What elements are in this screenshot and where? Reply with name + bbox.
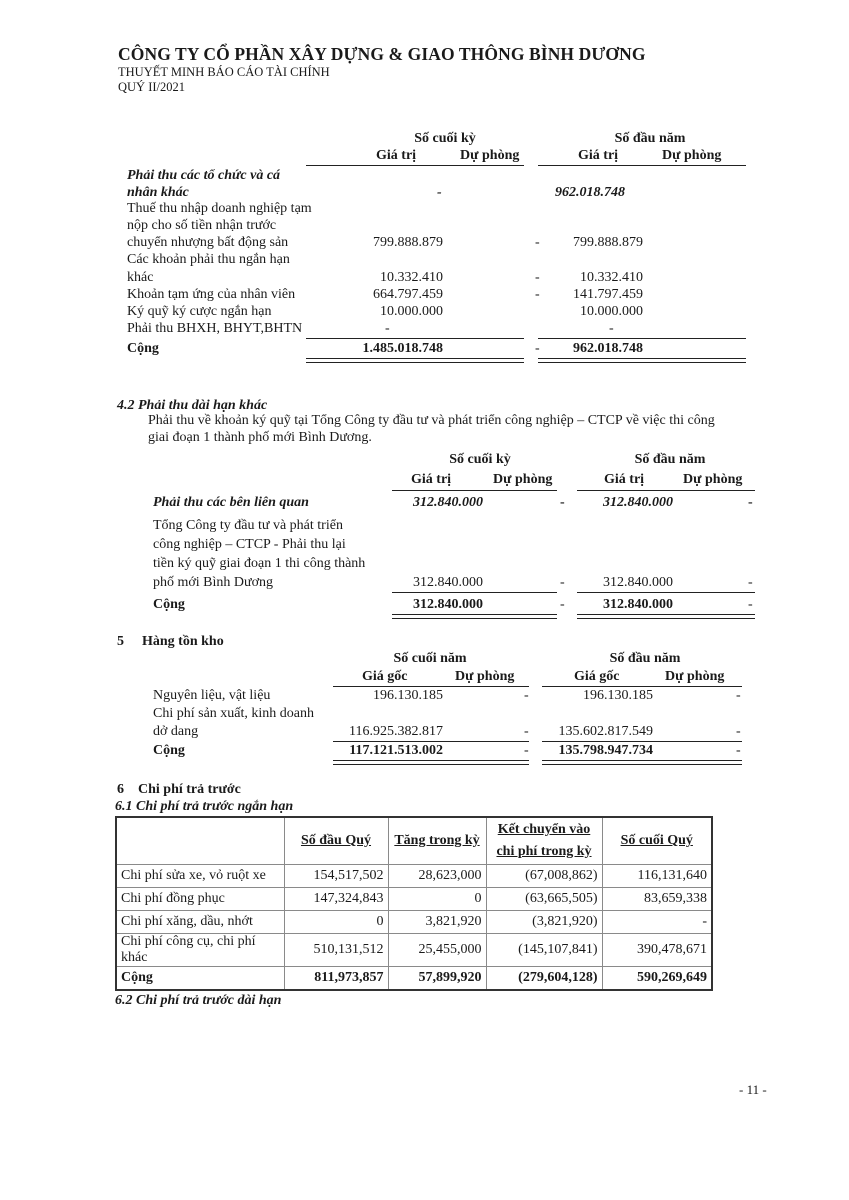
row-label: Chi phí xăng, dầu, nhớt (116, 911, 284, 934)
section-title: 4.2 Phải thu dài hạn khác (117, 398, 268, 413)
header-cell: Tăng trong kỳ (388, 817, 486, 865)
group-title-cont: nhân khác (127, 185, 189, 200)
cell-opening: 154,517,502 (284, 865, 388, 888)
subsection-title: 6.2 Chi phí trả trước dài hạn (115, 993, 282, 1008)
row-start-value: 141.797.459 (573, 287, 643, 302)
total-transfer: (279,604,128) (486, 967, 602, 991)
row-start-value: 10.000.000 (580, 304, 643, 319)
group-start-value: 962.018.748 (555, 185, 625, 200)
cell-closing: 116,131,640 (602, 865, 712, 888)
report-title: THUYẾT MINH BÁO CÁO TÀI CHÍNH (118, 65, 330, 79)
row-label: Chi phí sửa xe, vỏ ruột xe (116, 865, 284, 888)
row-end-value: 799.888.879 (373, 235, 443, 250)
company-name: CÔNG TY CỔ PHẦN XÂY DỰNG & GIAO THÔNG BÌNH DƯƠNG (118, 44, 646, 64)
cell-increase: 3,821,920 (388, 911, 486, 934)
row-start-value: 312.840.000 (603, 575, 673, 590)
row-label: Tổng Công ty đầu tư và phát triển (153, 518, 343, 533)
table-row (116, 865, 712, 888)
row-end-provision: - (535, 287, 540, 302)
col-end-provision: Dự phòng (460, 148, 520, 163)
total-end-provision: - (560, 597, 565, 612)
row-label: công nghiệp – CTCP - Phải thu lại (153, 537, 346, 552)
group-end-provision: - (560, 495, 565, 510)
cell-closing: - (602, 911, 712, 934)
row-end-value: 196.130.185 (373, 688, 443, 703)
col-end-provision: Dự phòng (455, 669, 515, 684)
col-start-value: Giá trị (604, 472, 645, 487)
section-number: 5 (117, 634, 124, 649)
table-header-row (116, 817, 712, 865)
row-label: chuyển nhượng bất động sản (127, 235, 289, 250)
col-group-end: Số cuối kỳ (414, 131, 476, 146)
cell-increase: 0 (388, 888, 486, 911)
header-cell-empty (116, 817, 284, 865)
page-number: - 11 - (739, 1082, 767, 1097)
col-end-value: Giá trị (411, 472, 452, 487)
row-end-value: - (385, 321, 390, 336)
subsection-title: 6.1 Chi phí trả trước ngắn hạn (115, 799, 294, 814)
cell-increase: 25,455,000 (388, 934, 486, 967)
row-label: Thuế thu nhập doanh nghiệp tạm (127, 201, 312, 216)
row-label: khác (127, 270, 154, 285)
row-start-value: 196.130.185 (583, 688, 653, 703)
row-end-provision: - (524, 688, 529, 703)
section-description: Phải thu về khoản ký quỹ tại Tổng Công ty đầu tư và phát triển công nghiệp – CTCP về việc thi công (148, 413, 715, 428)
col-end-value: Giá trị (376, 148, 417, 163)
row-start-provision: - (736, 724, 741, 739)
col-start-value: Giá trị (578, 148, 619, 163)
row-end-value: 116.925.382.817 (349, 724, 443, 739)
cell-opening: 0 (284, 911, 388, 934)
row-start-provision: - (748, 575, 753, 590)
row-label: Nguyên liệu, vật liệu (153, 688, 271, 703)
col-start-provision: Dự phòng (662, 148, 722, 163)
col-group-start: Số đầu năm (614, 131, 686, 146)
row-end-provision: - (535, 235, 540, 250)
group-title: Phải thu các bên liên quan (153, 495, 309, 510)
cell-transfer: (63,665,505) (486, 888, 602, 911)
col-group-start: Số đầu năm (634, 452, 706, 467)
prepaid-short-term-table (115, 816, 713, 991)
col-group-end: Số cuối kỳ (449, 452, 511, 467)
row-label: Chi phí sản xuất, kinh doanh (153, 706, 314, 721)
total-start-value: 312.840.000 (603, 597, 673, 612)
cell-transfer: (145,107,841) (486, 934, 602, 967)
row-start-value: 799.888.879 (573, 235, 643, 250)
row-end-value: 312.840.000 (413, 575, 483, 590)
group-end-value: 312.840.000 (413, 495, 483, 510)
total-start-provision: - (748, 597, 753, 612)
row-start-value: 10.332.410 (580, 270, 643, 285)
section-title: Hàng tồn kho (142, 634, 224, 649)
row-end-value: 10.000.000 (380, 304, 443, 319)
row-start-value: 135.602.817.549 (558, 724, 653, 739)
cell-closing: 83,659,338 (602, 888, 712, 911)
table-total-row (116, 967, 712, 991)
total-increase: 57,899,920 (388, 967, 486, 991)
total-end-value: 117.121.513.002 (349, 743, 443, 758)
col-end-cost: Giá gốc (362, 669, 408, 684)
group-end-value: - (437, 185, 442, 200)
row-label: tiền ký quỹ giai đoạn 1 thi công thành (153, 556, 366, 571)
total-start-value: 962.018.748 (573, 341, 643, 356)
row-label: dở dang (153, 724, 199, 739)
row-end-provision: - (560, 575, 565, 590)
row-end-value: 10.332.410 (380, 270, 443, 285)
row-label: phố mới Bình Dương (153, 575, 274, 590)
row-end-value: 664.797.459 (373, 287, 443, 302)
cell-closing: 390,478,671 (602, 934, 712, 967)
header-cell: Số cuối Quý (602, 817, 712, 865)
total-end-provision: - (535, 341, 540, 356)
col-start-provision: Dự phòng (665, 669, 725, 684)
row-label: Phải thu BHXH, BHYT,BHTN (127, 321, 303, 336)
row-label: Ký quỹ ký cược ngắn hạn (127, 304, 272, 319)
report-period: QUÝ II/2021 (118, 80, 186, 94)
group-start-value: 312.840.000 (603, 495, 673, 510)
cell-opening: 147,324,843 (284, 888, 388, 911)
row-start-provision: - (736, 688, 741, 703)
section-number: 6 (117, 782, 124, 797)
cell-transfer: (3,821,920) (486, 911, 602, 934)
group-title: Phải thu các tổ chức và cá (127, 168, 281, 183)
row-label: Khoản tạm ứng của nhân viên (127, 287, 296, 302)
total-end-value: 312.840.000 (413, 597, 483, 612)
table-row (116, 911, 712, 934)
cell-transfer: (67,008,862) (486, 865, 602, 888)
total-closing: 590,269,649 (602, 967, 712, 991)
row-label: Chi phí công cụ, chi phí khác (116, 934, 284, 967)
row-end-provision: - (535, 270, 540, 285)
header-cell: Kết chuyển vào chi phí trong kỳ (486, 817, 602, 865)
header-cell: Số đầu Quý (284, 817, 388, 865)
group-start-provision: - (748, 495, 753, 510)
total-opening: 811,973,857 (284, 967, 388, 991)
row-start-value: - (609, 321, 614, 336)
col-group-start: Số đầu năm (609, 651, 681, 666)
row-label: Chi phí đồng phục (116, 888, 284, 911)
total-label: Cộng (153, 597, 185, 612)
total-label: Cộng (127, 341, 159, 356)
row-label: nộp cho số tiền nhận trước (127, 218, 277, 233)
col-start-cost: Giá gốc (574, 669, 620, 684)
col-group-end: Số cuối năm (393, 651, 467, 666)
section-title: Chi phí trả trước (138, 782, 241, 797)
cell-increase: 28,623,000 (388, 865, 486, 888)
col-end-provision: Dự phòng (493, 472, 553, 487)
total-label: Cộng (116, 967, 284, 991)
table-row (116, 888, 712, 911)
table-row (116, 934, 712, 967)
section-description-cont: giai đoạn 1 thành phố mới Bình Dương. (148, 430, 372, 445)
row-end-provision: - (524, 724, 529, 739)
total-end-value: 1.485.018.748 (362, 341, 443, 356)
row-label: Các khoản phải thu ngắn hạn (127, 252, 290, 267)
total-label: Cộng (153, 743, 185, 758)
cell-opening: 510,131,512 (284, 934, 388, 967)
total-start-value: 135.798.947.734 (558, 743, 653, 758)
col-start-provision: Dự phòng (683, 472, 743, 487)
total-start-provision: - (736, 743, 741, 758)
total-end-provision: - (524, 743, 529, 758)
